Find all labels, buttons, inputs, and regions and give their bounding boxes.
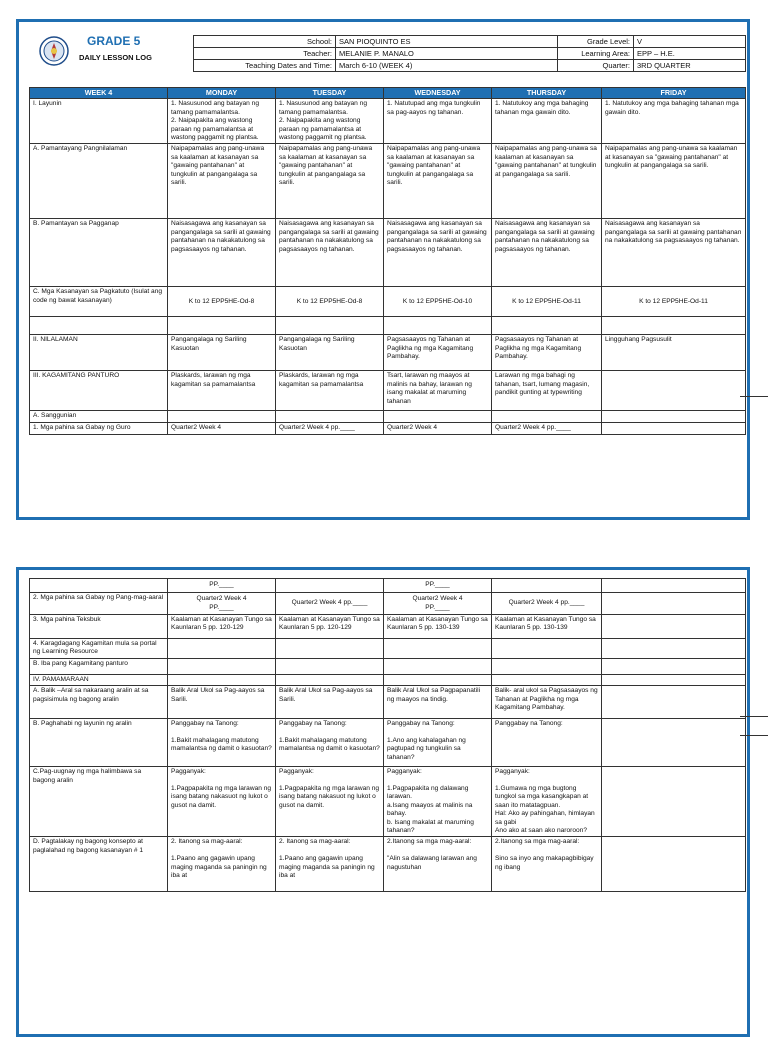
table-cell [168, 658, 276, 674]
page-edge-line [740, 735, 768, 736]
header-brand [39, 34, 189, 74]
row-label: II. NILALAMAN [30, 335, 168, 371]
table-row [30, 719, 746, 767]
row-label: B. Iba pang Kagamitang panturo [30, 658, 168, 674]
table-cell [492, 317, 602, 335]
table-cell: Pagganyak: 1.Gumawa ng mga bugtong tungkol sa mga kasangkapan at saan ito matatagpuan. Hal: Ako ay pahingahan, himlayan sa gabi Ano ako at saan ako naroroon? [492, 767, 602, 837]
table-cell: Quarter2 Week 4 pp.____ [492, 593, 602, 615]
page-edge-line [740, 716, 768, 717]
row-label: B. Paghahabi ng layunin ng aralin [30, 719, 168, 767]
table-row [30, 615, 746, 639]
log-subtitle: DAILY LESSON LOG [79, 53, 152, 62]
table-cell: Quarter2 Week 4 pp.____ [276, 593, 384, 615]
table-cell [602, 674, 746, 685]
table-cell [384, 317, 492, 335]
table-cell: Pagsasaayos ng Tahanan at Paglikha ng mga Kagamitang Pambahay. [492, 335, 602, 371]
col-tuesday: TUESDAY [276, 88, 384, 99]
table-cell: Quarter2 Week 4 PP.____ [168, 593, 276, 615]
table-cell: Naipapamalas ang pang-unawa sa kaalaman at kasanayan sa "gawaing pantahanan" at tungkulin at pangangalaga sa sarili. [384, 144, 492, 219]
table-cell: Balik- aral ukol sa Pagsasaayos ng Tahanan at Paglikha ng mga Kagamitang Pambahay. [492, 686, 602, 719]
table-cell: 2. Itanong sa mag-aaral: 1.Paano ang gagawin upang maging maganda sa paningin ng iba at [168, 837, 276, 892]
table-row [30, 144, 746, 219]
table-cell: Pagganyak: 1.Pagpapakita ng dalawang larawan. a.Isang maayos at malinis na bahay. b. Isang makalat at maruming tahanan? [384, 767, 492, 837]
table-cell: 1. Nasusunod ang batayan ng tamang pamamalantsa. 2. Naipapakita ang wastong paraan ng pamamalantsa at wastong paggamit ng plantsa. [168, 99, 276, 144]
row-label: I. Layunin [30, 99, 168, 144]
table-cell [168, 317, 276, 335]
learning-area-value: EPP – H.E. [634, 48, 746, 60]
table-cell [602, 837, 746, 892]
table-cell: Balik Aral Ukol sa Pagpapanatili ng maayos na tindig. [384, 686, 492, 719]
teacher-label: Teacher: [194, 48, 336, 60]
page-edge-line [740, 396, 768, 397]
row-label: 3. Mga pahina Teksbuk [30, 615, 168, 639]
row-label: 4. Karagdagang Kagamitan mula sa portal ng Learning Resource [30, 639, 168, 659]
table-row [30, 219, 746, 287]
lesson-log-page-1 [16, 19, 750, 520]
table-cell: Plaskards, larawan ng mga kagamitan sa pamamalantsa [276, 371, 384, 411]
table-cell [276, 674, 384, 685]
row-label: A. Balik –Aral sa nakaraang aralin at sa pagsisimula ng bagong aralin [30, 686, 168, 719]
table-cell: Panggabay na Tanong: 1.Ano ang kahalagahan ng pagtupad ng tungkulin sa tahanan? [384, 719, 492, 767]
table-row [30, 767, 746, 837]
row-label [30, 317, 168, 335]
table-cell [492, 579, 602, 593]
learning-area-label: Learning Area: [558, 48, 634, 60]
deped-seal-icon [39, 36, 69, 66]
table-cell [384, 658, 492, 674]
table-cell: Plaskards, larawan ng mga kagamitan sa pamamalantsa [168, 371, 276, 411]
table-cell: 2. Itanong sa mag-aaral: 1.Paano ang gagawin upang maging maganda sa paningin ng iba at [276, 837, 384, 892]
table-cell [602, 371, 746, 411]
table-cell: PP.____ [384, 579, 492, 593]
table-row [30, 579, 746, 593]
quarter-label: Quarter: [558, 60, 634, 72]
table-cell: Kaalaman at Kasanayan Tungo sa Kaunlaran 5 pp. 120-129 [276, 615, 384, 639]
table-row [30, 658, 746, 674]
table-cell: Larawan ng mga bahagi ng tahanan, tsart, lumang magasin, pandikit gunting at typewriting [492, 371, 602, 411]
row-label: 2. Mga pahina sa Gabay ng Pang-mag-aaral [30, 593, 168, 615]
row-label: 1. Mga pahina sa Gabay ng Guro [30, 422, 168, 434]
table-row [30, 593, 746, 615]
table-cell: Quarter2 Week 4 PP.____ [384, 593, 492, 615]
dates-value: March 6-10 (WEEK 4) [336, 60, 558, 72]
row-label: B. Pamantayan sa Pagganap [30, 219, 168, 287]
table-row [30, 837, 746, 892]
table-cell: Balik Aral Ukol sa Pag-aayos sa Sarili. [276, 686, 384, 719]
table-cell: Naipapamalas ang pang-unawa sa kaalaman at kasanayan sa "gawaing pantahanan" at tungkulin at pangangalaga sa sarili. [602, 144, 746, 219]
lesson-table-page-2 [29, 578, 746, 892]
table-cell: Quarter2 Week 4 [384, 422, 492, 434]
table-cell: Naipapamalas ang pang-unawa sa kaalaman at kasanayan sa "gawaing pantahanan" at tungkulin at pangangalaga sa sarili. [492, 144, 602, 219]
table-cell: 2.Itanong sa mga mag-aaral: "Alin sa dalawang larawan ang nagustuhan [384, 837, 492, 892]
table-cell: Kaalaman at Kasanayan Tungo sa Kaunlaran 5 pp. 130-139 [384, 615, 492, 639]
table-cell: Naisasagawa ang kasanayan sa pangangalaga sa sarili at gawaing pantahanan na nakakatulong sa pagsasaayos ng tahanan. [276, 219, 384, 287]
table-cell: Naisasagawa ang kasanayan sa pangangalaga sa sarili at gawaing pantahanan na nakakatulong sa pagsasaayos ng tahanan. [168, 219, 276, 287]
table-cell [384, 674, 492, 685]
table-cell: 1. Nasusunod ang batayan ng tamang pamamalantsa. 2. Naipapakita ang wastong paraan ng pamamalantsa at wastong paggamit ng plantsa. [276, 99, 384, 144]
table-cell [602, 658, 746, 674]
table-cell [384, 639, 492, 659]
table-row [30, 422, 746, 434]
table-cell: K to 12 EPP5HE-Od-10 [384, 287, 492, 317]
table-cell [168, 411, 276, 422]
table-cell [276, 411, 384, 422]
table-cell [602, 639, 746, 659]
table-cell: K to 12 EPP5HE-Od-8 [168, 287, 276, 317]
table-cell: 1. Natutukoy ang mga bahaging tahanan mga gawain dito. [602, 99, 746, 144]
table-cell [602, 411, 746, 422]
lesson-log-page-2 [16, 567, 750, 1037]
table-cell [276, 639, 384, 659]
table-cell: Panggabay na Tanong: [492, 719, 602, 767]
table-cell [602, 686, 746, 719]
table-cell: K to 12 EPP5HE-Od-8 [276, 287, 384, 317]
row-label: D. Pagtalakay ng bagong konsepto at paglalahad ng bagong kasanayan # 1 [30, 837, 168, 892]
table-cell: 1. Natutupad ang mga tungkulin sa pag-aayos ng tahanan. [384, 99, 492, 144]
table-cell: 2.Itanong sa mga mag-aaral: Sino sa inyo ang makapagbibigay ng ibang [492, 837, 602, 892]
table-cell: Balik Aral Ukol sa Pag-aayos sa Sarili. [168, 686, 276, 719]
table-cell: Quarter2 Week 4 pp.____ [276, 422, 384, 434]
grade-level-value: V [634, 36, 746, 48]
table-cell [602, 579, 746, 593]
table-cell [384, 411, 492, 422]
table-cell: K to 12 EPP5HE-Od-11 [602, 287, 746, 317]
school-value: SAN PIOQUINTO ES [336, 36, 558, 48]
lesson-table-page-1 [29, 87, 746, 435]
table-row [30, 674, 746, 685]
row-label: A. Pamantayang Pangnilalaman [30, 144, 168, 219]
table-cell: Naipapamalas ang pang-unawa sa kaalaman at kasanayan sa "gawaing pantahanan" at tungkulin at pangangalaga sa sarili. [168, 144, 276, 219]
table-cell: Quarter2 Week 4 pp.____ [492, 422, 602, 434]
dates-label: Teaching Dates and Time: [194, 60, 336, 72]
grade-title: GRADE 5 [87, 34, 141, 48]
table-cell: Naisasagawa ang kasanayan sa pangangalaga sa sarili at gawaing pantahanan na nakakatulong sa pagsasaayos ng tahanan. [384, 219, 492, 287]
table-cell [602, 422, 746, 434]
table-cell: PP.____ [168, 579, 276, 593]
table-cell [168, 639, 276, 659]
table-cell: Naipapamalas ang pang-unawa sa kaalaman at kasanayan sa "gawaing pantahanan" at tungkulin at pangangalaga sa sarili. [276, 144, 384, 219]
row-label: IV. PAMAMARAAN [30, 674, 168, 685]
table-row [30, 335, 746, 371]
table-cell [276, 579, 384, 593]
table-cell: Tsart, larawan ng maayos at malinis na bahay, larawan ng isang makalat at maruming tahanan [384, 371, 492, 411]
quarter-value: 3RD QUARTER [634, 60, 746, 72]
row-label: C.Pag-uugnay ng mga halimbawa sa bagong aralin [30, 767, 168, 837]
table-row [30, 287, 746, 317]
table-cell [602, 593, 746, 615]
col-thursday: THURSDAY [492, 88, 602, 99]
table-cell [276, 317, 384, 335]
table-cell [602, 317, 746, 335]
table-cell: Pagganyak: 1.Pagpapakita ng mga larawan ng isang batang nakasuot ng lukot o gusot na damit. [276, 767, 384, 837]
school-label: School: [194, 36, 336, 48]
table-row [30, 411, 746, 422]
table-row [30, 371, 746, 411]
col-friday: FRIDAY [602, 88, 746, 99]
row-label: A. Sanggunian [30, 411, 168, 422]
col-wednesday: WEDNESDAY [384, 88, 492, 99]
table-cell [602, 767, 746, 837]
table-cell [602, 719, 746, 767]
table-cell: K to 12 EPP5HE-Od-11 [492, 287, 602, 317]
table-cell: Pangangalaga ng Sariling Kasuotan [276, 335, 384, 371]
row-label: III. KAGAMITANG PANTURO [30, 371, 168, 411]
table-cell: Panggabay na Tanong: 1.Bakit mahalagang matutong mamalantsa ng damit o kasuotan? [276, 719, 384, 767]
table-cell [492, 658, 602, 674]
table-row [30, 317, 746, 335]
col-week: WEEK 4 [30, 88, 168, 99]
col-monday: MONDAY [168, 88, 276, 99]
header-info-table [193, 35, 746, 72]
table-cell [168, 674, 276, 685]
row-label [30, 579, 168, 593]
table-cell: Lingguhang Pagsusulit [602, 335, 746, 371]
table-cell: Naisasagawa ang kasanayan sa pangangalaga sa sarili at gawaing pantahanan na nakakatulong sa pagsasaayos ng tahanan. [602, 219, 746, 287]
table-cell: Quarter2 Week 4 [168, 422, 276, 434]
table-row [30, 99, 746, 144]
table-row [30, 639, 746, 659]
table-cell: Pagsasaayos ng Tahanan at Paglikha ng mga Kagamitang Pambahay. [384, 335, 492, 371]
table-cell: Pangangalaga ng Sariling Kasuotan [168, 335, 276, 371]
table-cell: Kaalaman at Kasanayan Tungo sa Kaunlaran 5 pp. 130-139 [492, 615, 602, 639]
row-label: C. Mga Kasanayan sa Pagkatuto (Isulat ang code ng bawat kasanayan) [30, 287, 168, 317]
table-cell: Pagganyak: 1.Pagpapakita ng mga larawan ng isang batang nakasuot ng lukot o gusot na damit. [168, 767, 276, 837]
table-cell [276, 658, 384, 674]
table-cell [492, 639, 602, 659]
table-cell [492, 411, 602, 422]
table-cell [602, 615, 746, 639]
table-cell: Kaalaman at Kasanayan Tungo sa Kaunlaran 5 pp. 120-129 [168, 615, 276, 639]
table-cell [492, 674, 602, 685]
table-cell: Naisasagawa ang kasanayan sa pangangalaga sa sarili at gawaing pantahanan na nakakatulong sa pagsasaayos ng tahanan. [492, 219, 602, 287]
teacher-value: MELANIE P. MANALO [336, 48, 558, 60]
table-cell: Panggabay na Tanong: 1.Bakit mahalagang matutong mamalantsa ng damit o kasuotan? [168, 719, 276, 767]
grade-level-label: Grade Level: [558, 36, 634, 48]
table-row [30, 686, 746, 719]
table-cell: 1. Natutukoy ang mga bahaging tahanan mga gawain dito. [492, 99, 602, 144]
